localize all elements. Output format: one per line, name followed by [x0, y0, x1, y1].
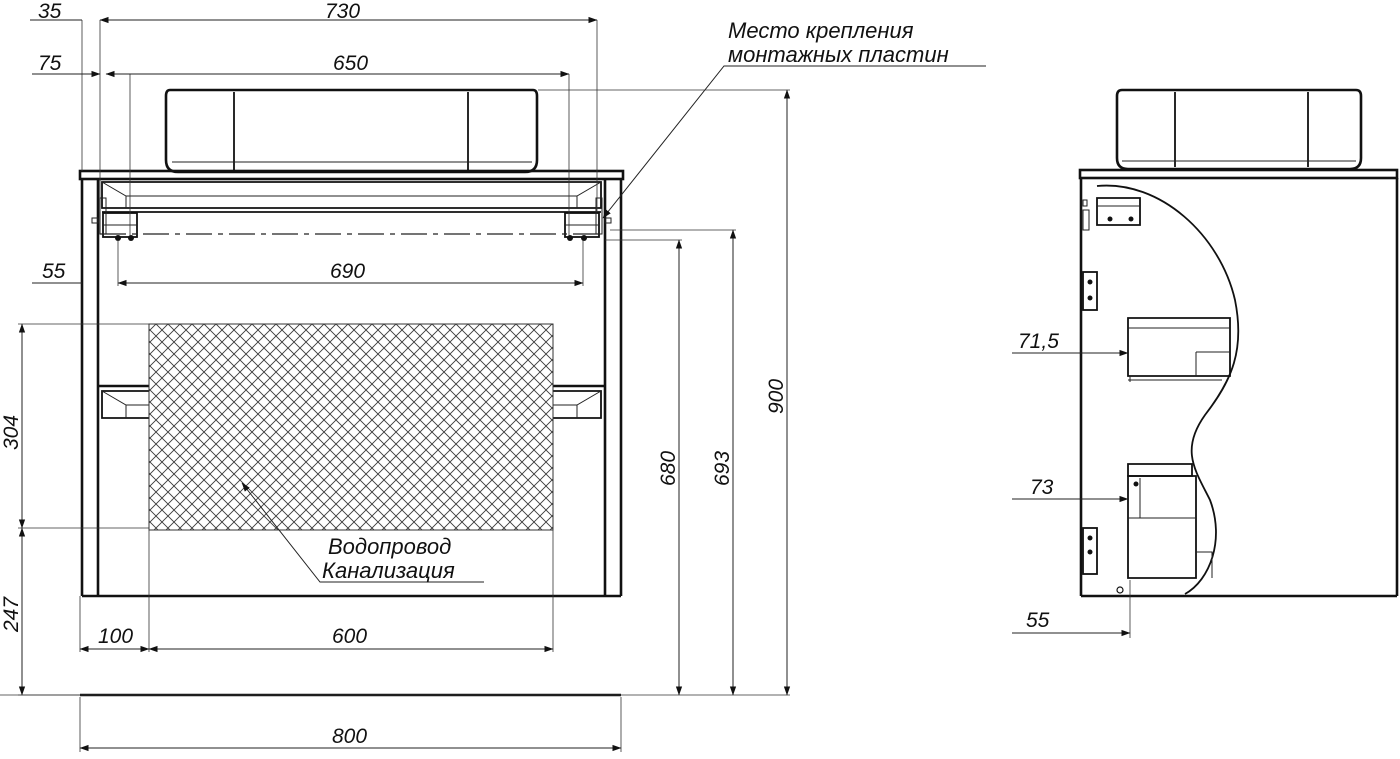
side-upper-drawer — [1128, 318, 1230, 382]
side-upper-hinge — [1083, 272, 1097, 310]
side-view — [1012, 90, 1397, 638]
dim-75 — [32, 52, 100, 75]
mounting-label-line2: монтажных пластин — [728, 42, 949, 67]
side-countertop — [1080, 170, 1397, 178]
svg-text:100: 100 — [98, 625, 134, 648]
dim-680 — [605, 240, 682, 695]
svg-text:650: 650 — [333, 52, 369, 75]
dim-35 — [30, 0, 82, 171]
svg-text:600: 600 — [332, 625, 368, 648]
side-basin — [1117, 90, 1361, 169]
svg-text:690: 690 — [330, 260, 366, 283]
svg-text:73: 73 — [1030, 476, 1054, 499]
side-dim-71-5 — [1012, 330, 1128, 353]
upper-drawer — [102, 182, 601, 212]
svg-text:800: 800 — [332, 725, 368, 748]
dim-304 — [0, 324, 149, 528]
side-dim-55 — [1012, 580, 1130, 638]
dim-100 — [80, 530, 149, 652]
water-label: Водопровод — [328, 534, 452, 559]
side-dim-73 — [1012, 476, 1128, 499]
sewer-label: Канализация — [322, 558, 455, 583]
side-lower-hinge — [1083, 528, 1123, 593]
dim-247 — [0, 528, 80, 695]
dim-55 — [32, 260, 82, 283]
siphon-curve — [1097, 186, 1238, 594]
svg-text:304: 304 — [0, 414, 23, 450]
side-top-bracket — [1083, 198, 1140, 230]
svg-text:71,5: 71,5 — [1018, 330, 1059, 353]
svg-text:55: 55 — [1026, 609, 1050, 632]
dim-800 — [80, 697, 621, 752]
svg-text:35: 35 — [38, 0, 62, 23]
mounting-label-line1: Место крепления — [728, 18, 914, 43]
plumbing-zone — [149, 324, 553, 530]
countertop — [80, 171, 623, 179]
mounting-leader — [603, 66, 986, 218]
svg-text:680: 680 — [657, 450, 680, 486]
dim-900 — [538, 90, 790, 695]
dim-690 — [118, 240, 583, 286]
svg-text:900: 900 — [765, 378, 788, 414]
svg-text:730: 730 — [325, 0, 361, 23]
svg-text:693: 693 — [711, 450, 734, 486]
side-lower-drawer — [1128, 464, 1212, 578]
svg-text:247: 247 — [0, 596, 23, 632]
svg-text:75: 75 — [38, 52, 62, 75]
basin — [166, 90, 537, 172]
svg-text:55: 55 — [42, 260, 66, 283]
